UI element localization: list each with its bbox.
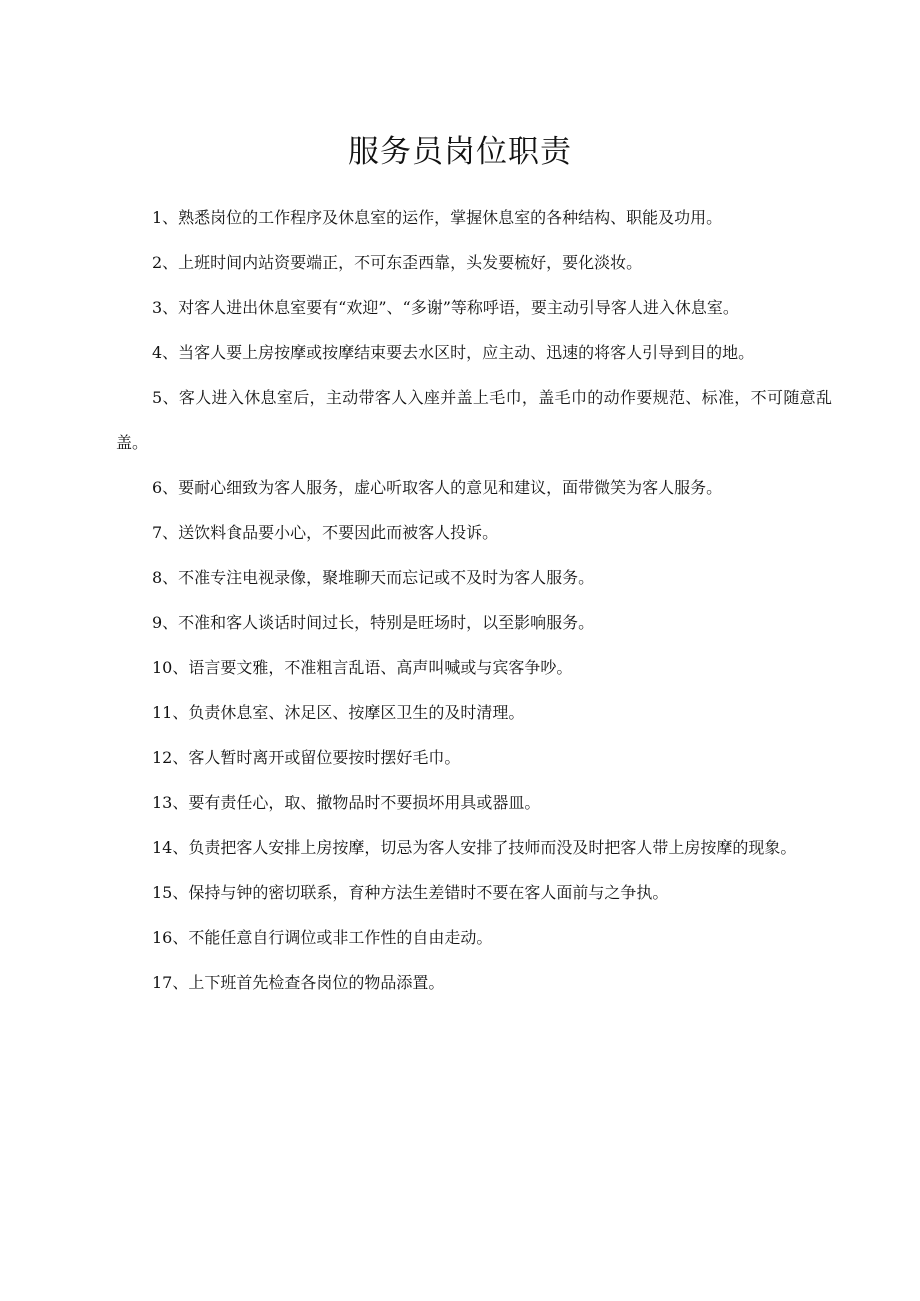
duty-item-10: 10、语言要文雅，不准粗言乱语、高声叫喊或与宾客争吵。 [152,658,573,677]
duty-item-9: 9、不准和客人谈话时间过长，特别是旺场时，以至影响服务。 [152,613,595,632]
duty-item-16: 16、不能任意自行调位或非工作性的自由走动。 [152,928,493,947]
duty-item-12: 12、客人暂时离开或留位要按时摆好毛巾。 [152,748,461,767]
duty-item-8: 8、不准专注电视录像，聚堆聊天而忘记或不及时为客人服务。 [152,568,595,587]
duty-item-5: 5、客人进入休息室后，主动带客人入座并盖上毛巾，盖毛巾的动作要规范、标准，不可随意乱盖。 [116,388,832,452]
duty-item-1: 1、熟悉岗位的工作程序及休息室的运作，掌握休息室的各种结构、职能及功用。 [152,208,723,227]
duty-item-3: 3、对客人进出休息室要有“欢迎”、“多谢”等称呼语，要主动引导客人进入休息室。 [152,298,739,317]
duty-item-4: 4、当客人要上房按摩或按摩结束要去水区时，应主动、迅速的将客人引导到目的地。 [152,343,755,362]
duty-list [116,195,832,1005]
duty-item-6: 6、要耐心细致为客人服务，虚心听取客人的意见和建议，面带微笑为客人服务。 [152,478,723,497]
duty-item-2: 2、上班时间内站资要端正，不可东歪西靠，头发要梳好，要化淡妆。 [152,253,643,272]
duty-item-7: 7、送饮料食品要小心，不要因此而被客人投诉。 [152,523,499,542]
duty-item-13: 13、要有责任心，取、撤物品时不要损坏用具或器皿。 [152,793,541,812]
duty-item-11: 11、负责休息室、沐足区、按摩区卫生的及时清理。 [152,703,525,722]
duty-item-17: 17、上下班首先检查各岗位的物品添置。 [152,973,445,992]
duty-item-15: 15、保持与钟的密切联系，育种方法生差错时不要在客人面前与之争执。 [152,883,669,902]
duty-item-14: 14、负责把客人安排上房按摩，切忌为客人安排了技师而没及时把客人带上房按摩的现象。 [152,838,797,857]
page-title: 服务员岗位职责 [348,134,572,170]
